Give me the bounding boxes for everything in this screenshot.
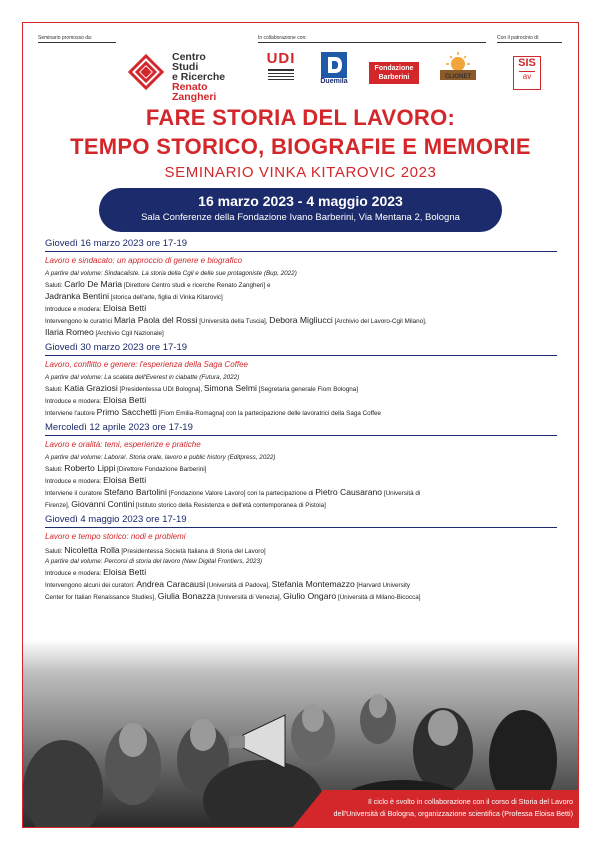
promoted-label: Seminario promosso da: <box>38 35 93 41</box>
sessions-list <box>45 238 557 606</box>
subtitle: SEMINARIO VINKA KITAROVIC 2023 <box>164 164 437 181</box>
udi-logo: UDI <box>266 50 296 94</box>
footer-note: Il ciclo è svolto in collaborazione con il corso di Storia del Lavoro dell'Università di Bologna, organizzazione scientifica (Professa Eloisa Betti) <box>333 797 573 818</box>
title-line-2: TEMPO STORICO, BIOGRAFIE E MEMORIE <box>70 134 531 159</box>
fondazione-barberini-logo: Fondazione Barberini <box>369 62 419 84</box>
session-line: Ilaria Romeo [Archivio Cgil Nazionale] <box>45 327 164 337</box>
date-range: 16 marzo 2023 - 4 maggio 2023 <box>198 193 403 209</box>
session-line: Center for Italian Renaissance Studies], Giulia Bonazza [Università di Venezia], Giulio Ongaro [Università di Milano-Bicocca] <box>45 591 421 601</box>
session-line: Introduce e modera: Eloisa Betti <box>45 303 147 313</box>
venue: Sala Conferenze della Fondazione Ivano Barberini, Via Mentana 2, Bologna <box>141 212 460 223</box>
centro-studi-text: Centro Studi e Ricerche Renato Zangheri <box>172 51 226 103</box>
header-rule <box>38 42 116 43</box>
session-line: Introduce e modera: Eloisa Betti <box>45 567 147 577</box>
duemila-mark-icon <box>321 52 347 78</box>
title-line-1: FARE STORIA DEL LAVORO: <box>145 105 456 130</box>
session-line: Jadranka Bentini [storica dell'arte, figlia di Vinka Kitarovic] <box>45 291 223 301</box>
session-line: Saluti: Carlo De Maria [Direttore Centro studi e ricerche Renato Zangheri] e <box>45 279 271 289</box>
session-date: Mercoledì 12 aprile 2023 ore 17-19 <box>45 422 557 436</box>
sis-logo: SIS av <box>513 56 541 90</box>
collab-label: In collaborazione con: <box>258 35 307 41</box>
session-1 <box>45 238 557 339</box>
session-2 <box>45 342 557 419</box>
session-topic: Lavoro e tempo storico: nodi e problemi <box>45 532 186 541</box>
session-line: Intervengono alcuni dei curatori: Andrea Caracausi [Università di Padova], Stefania Montemazzo [Harvard University <box>45 579 411 589</box>
session-line: Introduce e modera: Eloisa Betti <box>45 395 147 405</box>
session-topic: Lavoro e sindacato: un approccio di genere e biografico <box>45 256 243 265</box>
session-line: Firenze], Giovanni Contini [Istituto storico della Resistenza e dell'età contemporanea di Pistoia] <box>45 499 326 509</box>
session-line: Intervengono le curatrici Maria Paola del Rossi [Università della Tuscia], Debora Migliucci [Archivio del Lavoro-Cgil Milano], <box>45 315 427 325</box>
header-rule <box>497 42 562 43</box>
session-line: Interviene il curatore Stefano Bartolini [Fondazione Valore Lavoro] con la partecipazione di Pietro Causarano [Università di <box>45 487 421 497</box>
session-date: Giovedì 30 marzo 2023 ore 17-19 <box>45 342 557 356</box>
session-line: Saluti: Roberto Lippi [Direttore Fondazione Barberini] <box>45 463 207 473</box>
duemila-logo: Duemila <box>314 52 354 94</box>
clionet-logo: CLIONET <box>436 52 480 94</box>
session-3 <box>45 422 557 511</box>
session-line: Saluti: Katia Graziosi [Presidentessa UDI Bologna], Simona Selmi [Segretaria generale Fiom Bologna] <box>45 383 359 393</box>
session-date: Giovedì 16 marzo 2023 ore 17-19 <box>45 238 557 252</box>
session-topic: Lavoro, conflitto e genere: l'esperienza della Saga Coffee <box>45 360 248 369</box>
session-line: Introduce e modera: Eloisa Betti <box>45 475 147 485</box>
session-line: A partire dal volume: Percorsi di storia del lavoro (New Digital Frontiers, 2023) <box>45 558 263 565</box>
session-line: Saluti: Nicoletta Rolla [Presidentessa Società Italiana di Storia del Lavoro] <box>45 545 266 555</box>
session-line: A partire dal volume: Sindacaliste. La storia della Cgil e delle sue protagoniste (Bup, 2022) <box>45 270 297 277</box>
session-line: A partire dal volume: Labora!. Storia orale, lavoro e public history (Editpress, 2022) <box>45 454 276 461</box>
session-line: Interviene l'autore Primo Sacchetti [Fiom Emilia-Romagna] con la partecipazione delle lavoratrici della Saga Coffee <box>45 407 382 417</box>
date-banner <box>99 188 502 232</box>
centro-studi-mark-icon <box>128 54 164 90</box>
patron-label: Con il patrocinio di: <box>497 35 540 41</box>
session-date: Giovedì 4 maggio 2023 ore 17-19 <box>45 514 557 528</box>
session-topic: Lavoro e oralità: temi, esperienze e pratiche <box>45 440 201 449</box>
session-line: A partire dal volume: La scalata dell'Everest in ciabatte (Futura, 2022) <box>45 374 240 381</box>
header-rule <box>258 42 486 43</box>
session-4 <box>45 514 557 603</box>
